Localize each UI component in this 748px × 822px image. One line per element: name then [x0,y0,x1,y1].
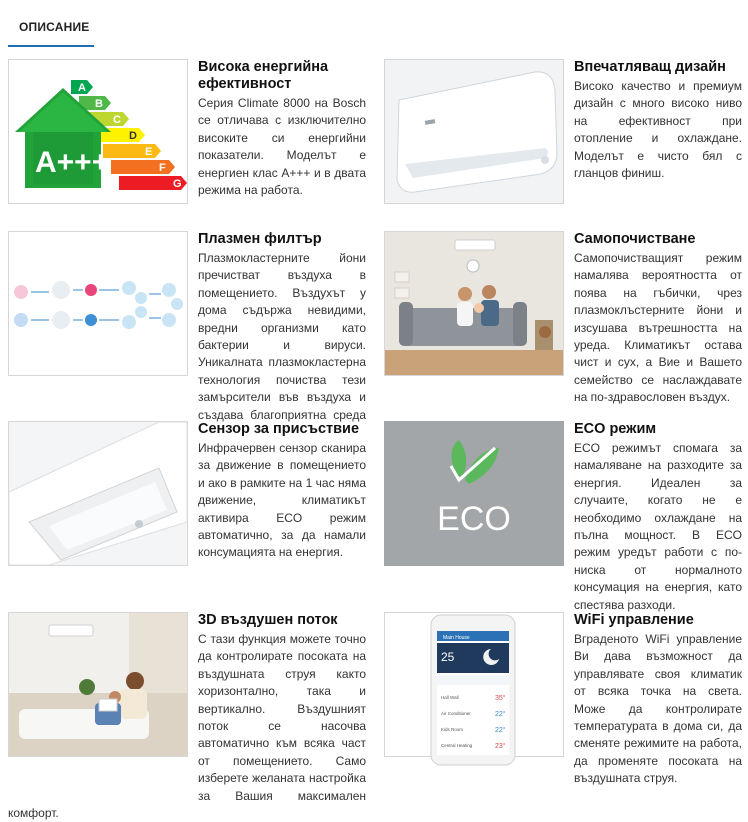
app-row-value: 35° [495,695,506,702]
ac-unit-image [384,59,564,204]
feature-plasma-filter [8,231,366,441]
app-row-name: Air Conditioner [441,711,471,716]
feature-energy-efficiency [8,59,366,253]
feature-description: Високо качество и премиум дизайн с много високо ниво на ефективност при отопление и охлаждане. Моделът е чисто бял с гланцов финиш. [574,79,742,181]
app-row-value: 22° [495,711,506,718]
feature-title: Висока енергийна ефективност [198,59,329,92]
energy-class-letter: A [78,82,86,94]
app-header: Main House [443,635,470,641]
feature-self-cleaning [384,231,742,408]
ac-unit-icon [455,240,495,250]
plasma-filter-diagram [8,231,188,376]
feature-title: Впечатляващ дизайн [574,59,726,75]
feature-description: Вграденото WiFi управление Ви дава възможност да управлявате своя климатик от всяка точка на света. Може да контролирате температурата в дома си, да сменяте режимите на работа, да променяте посоката на въздушната струя. [574,632,742,786]
energy-class-label: A+++ [35,146,110,179]
feature-3d-airflow [8,612,366,822]
feature-design [384,59,742,236]
energy-class-letter: C [113,114,121,126]
tab-description-label: ОПИСАНИЕ [19,20,90,34]
app-row-name: Hall Wall [441,695,459,700]
feature-title: Сензор за присъствие [198,421,360,437]
smartphone-app-image [384,612,564,757]
energy-class-letter: F [159,162,166,174]
feature-title: WiFi управление [574,612,694,628]
energy-class-letter: E [145,146,153,158]
feature-title: Плазмен филтър [198,231,322,247]
feature-description: С тази функция можете точно да контролирате посоката на въздушната струя както хоризонтално, така и вертикално. Въздушният поток се насочва автоматично към всяка част от помещението. Само изберете желаната настройка за Вашия максимален комфорт. [8,632,366,821]
energy-class-letter: B [95,98,103,110]
tab-bar [0,0,748,48]
app-row-name: Kids Room [441,727,464,732]
app-row-value: 23° [495,743,506,750]
ac-unit-icon [49,625,93,636]
tab-description[interactable] [8,16,94,47]
energy-class-letter: G [173,178,182,190]
sensor-icon [135,520,143,528]
feature-title: Самопочистване [574,231,696,247]
feature-title: 3D въздушен поток [198,612,338,628]
book-icon [99,699,117,711]
energy-class-letter: D [129,130,137,142]
clock-icon [467,260,479,272]
feature-description: Инфрачервен сензор сканира за движение в помещението и ако в рамките на 1 час няма движение, климатикът активира ECO режим автоматично, за да намали консумацията на енергия. [198,441,366,560]
feature-title: ECO режим [574,421,657,437]
smartphone-icon [431,615,515,765]
feature-description: ECO режимът спомага за намаляване на разходите за енергия. Идеален за случаите, когато не е необходимо охлаждане на пълна мощност. В ECO режим уредът работи с по-ниска от нормалното консумация на енергия, като спестява разходи. [574,441,742,612]
plant-icon [79,679,95,695]
family-living-room-photo [384,231,564,376]
feature-description: Серия Climate 8000 на Bosch се отличава с изключително високите си енергийни показатели. Моделът е енергиен клас А+++ и в двата режима на работа. [198,96,366,198]
app-row-value: 22° [495,727,506,734]
energy-label-image [8,59,188,204]
feature-description: Плазмокластерните йони пречистват въздуха в помещението. Въздухът у дома съдържа невидими, вредни организми като бактерии и вируси. Уникалната плазмокластерна технология почиства тези замърсители във въздуха и създава благоприятна среда [198,251,366,422]
feature-eco-mode [384,421,742,614]
family-reading-photo [8,612,188,757]
app-temperature: 25 [441,650,455,664]
feature-description: Самопочистващият режим намалява вероятността от поява на гъбички, чрез плазмоклъстерните йони и изсушава вътрешността на уреда. Климатикът остава чист и сух, а Вие и Вашето семейство се наслаждавате на по-здравословен въздух. [574,251,742,405]
teddy-bear-icon [539,326,551,338]
eco-image [384,421,564,566]
feature-wifi-control [384,612,742,789]
ceiling-cassette-image [8,421,188,566]
feature-presence-sensor [8,421,366,598]
eco-label: ECO [437,500,511,538]
app-row-name: Central Heating [441,743,473,748]
